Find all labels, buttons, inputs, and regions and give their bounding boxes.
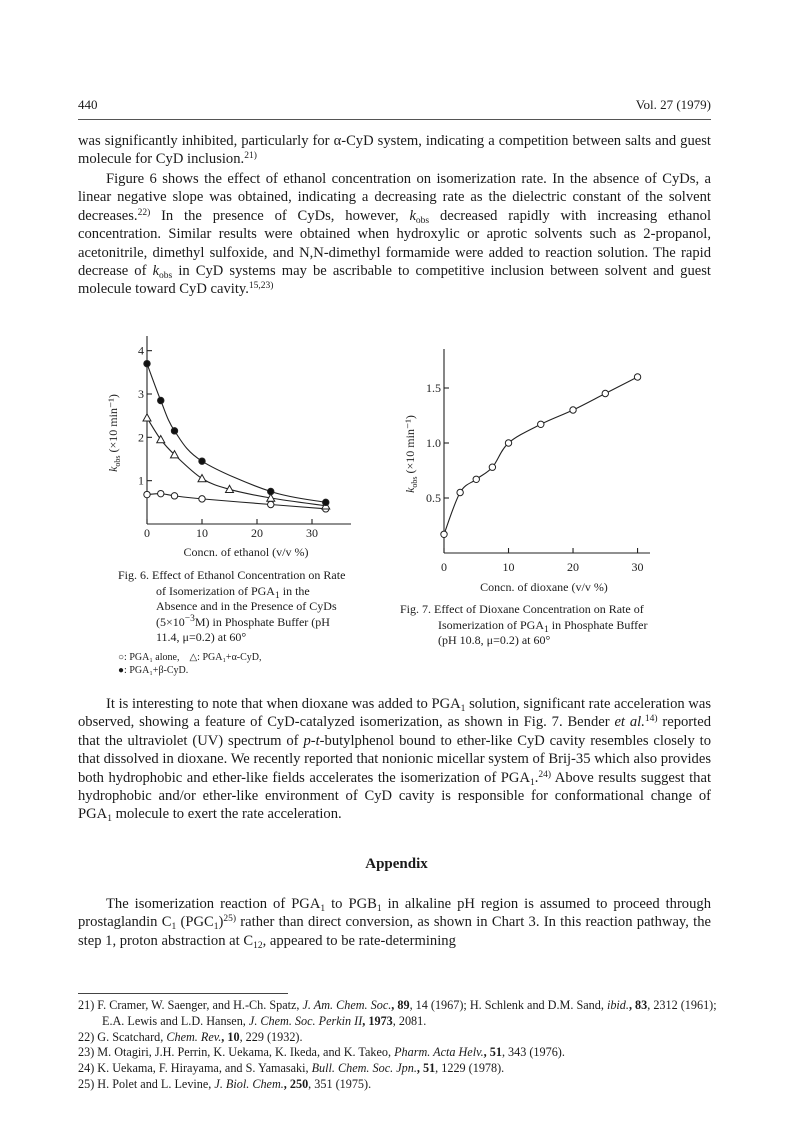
running-head (78, 97, 711, 113)
fig7-xtick-label: 0 (441, 560, 447, 574)
paragraph-4: The isomerization reaction of $PGA_1$ to $PGB_1$ in alkaline pH region is assumed to proceed through prostaglandin $C_1$ $(PGC_1)^{25)}$ rather than direct conversion, as shown in Chart 3. In this reaction pathway, the step 1, proton abstraction at $C_{12}$, appeared to be rate-determining (78, 896, 712, 951)
footnote-21: 21) F. Cramer, W. Saenger, and H.-Ch. Spatz, J. Am. Chem. Soc., 89, 14 (1967); H. Schlenk and D.M. Sand, ibid., 83, 2312 (1961); E.A. Lewis and L.D. Hansen, J. Chem. Soc. Perkin II, 1973, 2081. (78, 998, 717, 1028)
footnotes (78, 998, 718, 1093)
figure-6-caption: Fig. 6. Effect of Ethanol Concentration on Rate of Isomerization of $PGA_1$ in the Absence and in the Presence of CyDs $(5\times 10^{-3}M)$ in Phosphate Buffer (pH 11.4, μ=0.2) at 60° ○: PGA₁ alone, △: PGA₁+α-CyD, ●: PGA₁+β-CyD. (118, 568, 353, 677)
footnote-24: 24) K. Uekama, F. Hirayama, and S. Yamasaki, Bull. Chem. Soc. Jpn., 51, 1229 (1978). (78, 1061, 505, 1076)
fig6-series-0-point (268, 501, 274, 507)
header-rule (78, 119, 711, 120)
fig7-series-0-line (444, 377, 638, 534)
fig6-series-2-point (268, 488, 274, 494)
fig6-y-axis-title: $k_{obs}$ (×10 min⁻¹) (106, 394, 122, 472)
figure-6-chart (95, 330, 370, 565)
fig7-series-0-point (538, 421, 544, 427)
fig7-series-0-point (602, 390, 608, 396)
footnote-25: 25) H. Polet and L. Levine, J. Biol. Chem., 250, 351 (1975). (78, 1076, 372, 1091)
fig7-xtick-label: 20 (567, 560, 580, 574)
fig6-xtick-label: 0 (144, 526, 150, 540)
fig6-series-0-point (158, 490, 164, 496)
page-number: 440 (78, 97, 98, 112)
fig6-xtick-label: 20 (251, 526, 263, 540)
fig6-ytick-label: 3 (138, 387, 144, 401)
fig7-series-0-point (473, 476, 479, 482)
fig7-ytick-label: 1.5 (426, 381, 441, 395)
fig6-series-2-point (144, 360, 150, 366)
fig7-y-axis-title: $k_{obs}$ (×10 min⁻¹) (403, 415, 419, 493)
fig6-series-1-point (143, 414, 151, 421)
fig6-series-0-point (171, 493, 177, 499)
fig6-series-0-point (144, 491, 150, 497)
fig6-series-2-point (171, 428, 177, 434)
figure-7-chart (392, 345, 667, 600)
paragraph-2: Figure 6 shows the effect of ethanol concentration on isomerization rate. In the absence of CyDs, a linear negative slope was obtained, indicating a decreasing rate as the dielectric constant of the solvent decreases.$^{22)}$ In the presence of CyDs, however, $k_{obs}$ decreased rapidly with increasing ethanol concentration. Similar results were obtained when hydroxylic or aprotic solvents such as 2-propanol, acetonitrile, dimethyl sulfoxide, and N,N-dimethyl formamide were added to reaction solution. The rapid decrease of $k_{obs}$ in CyD systems may be ascribable to competitive inclusion between solvent and guest molecule toward CyD cavity.$^{15,23)}$ (78, 171, 711, 298)
fig6-xtick-label: 10 (196, 526, 208, 540)
fig6-ytick-label: 1 (138, 473, 144, 488)
volume-label: Vol. 27 (1979) (635, 97, 711, 112)
fig6-series-2-point (158, 397, 164, 403)
fig7-series-0-point (457, 489, 463, 495)
fig7-series-0-point (634, 374, 640, 380)
fig7-series-0-point (441, 531, 447, 537)
footnote-rule (78, 993, 288, 994)
legend-beta: ●: PGA₁+β-CyD. (118, 664, 189, 676)
fig6-series-1-point (198, 475, 206, 482)
footnote-22: 22) G. Scatchard, Chem. Rev., 10, 229 (1932). (78, 1029, 303, 1044)
fig6-ytick-label: 2 (138, 430, 144, 445)
fig7-xtick-label: 30 (631, 560, 644, 574)
fig7-ytick-label: 1.0 (426, 436, 441, 450)
paragraph-3: It is interesting to note that when dioxane was added to $PGA_1$ solution, significant rate acceleration was observed, showing a feature of CyD-catalyzed isomerization, as shown in Fig. 7. Bender et al.$^{14)}$ reported that the ultraviolet (UV) spectrum of p-t-butylphenol bound to ether-like CyD cavity resembles closely to that dissolved in dioxane. We recently reported that nonionic micellar system of Brij-35 which also provides both hydrophobic and ether-like fields accelerates the isomerization of $PGA_1.^{24)}$ Above results suggest that hydrophobic and/or ether-like environment of CyD cavity is responsible for conformational change of $PGA_1$ molecule to exert the rate acceleration. (78, 696, 712, 825)
fig6-x-axis-title: Concn. of ethanol (v/v %) (183, 545, 309, 559)
fig6-ytick-label: 4 (138, 343, 144, 358)
fig6-xtick-label: 30 (306, 526, 318, 540)
fig7-series-0-point (570, 407, 576, 413)
fig7-series-0-point (505, 440, 511, 446)
figure-7-caption: Fig. 7. Effect of Dioxane Concentration on Rate of Isomerization of $PGA_1$ in Phosphate Buffer (pH 10.8, μ=0.2) at 60° (400, 602, 648, 647)
appendix-heading: Appendix (365, 856, 428, 872)
fig7-xtick-label: 10 (502, 560, 515, 574)
fig7-series-0-point (489, 464, 495, 470)
footnote-23: 23) M. Otagiri, J.H. Perrin, K. Uekama, K. Ikeda, and K. Takeo, Pharm. Acta Helv., 51, 343 (1976). (78, 1045, 565, 1060)
fig7-x-axis-title: Concn. of dioxane (v/v %) (480, 580, 608, 594)
figure-6-legend (118, 651, 353, 677)
fig6-series-2-point (323, 499, 329, 505)
fig6-series-2-point (199, 458, 205, 464)
fig7-ytick-label: 0.5 (426, 491, 441, 505)
legend-alpha: △: PGA₁+α-CyD, (189, 651, 262, 663)
legend-alone: ○: PGA₁ alone, (118, 651, 180, 663)
fig6-series-0-point (199, 496, 205, 502)
fig6-series-1-point (157, 436, 165, 443)
paragraph-1: was significantly inhibited, particularly for α-CyD system, indicating a competition between salts and guest molecule for CyD inclusion.$^{21)}$ (78, 133, 711, 168)
